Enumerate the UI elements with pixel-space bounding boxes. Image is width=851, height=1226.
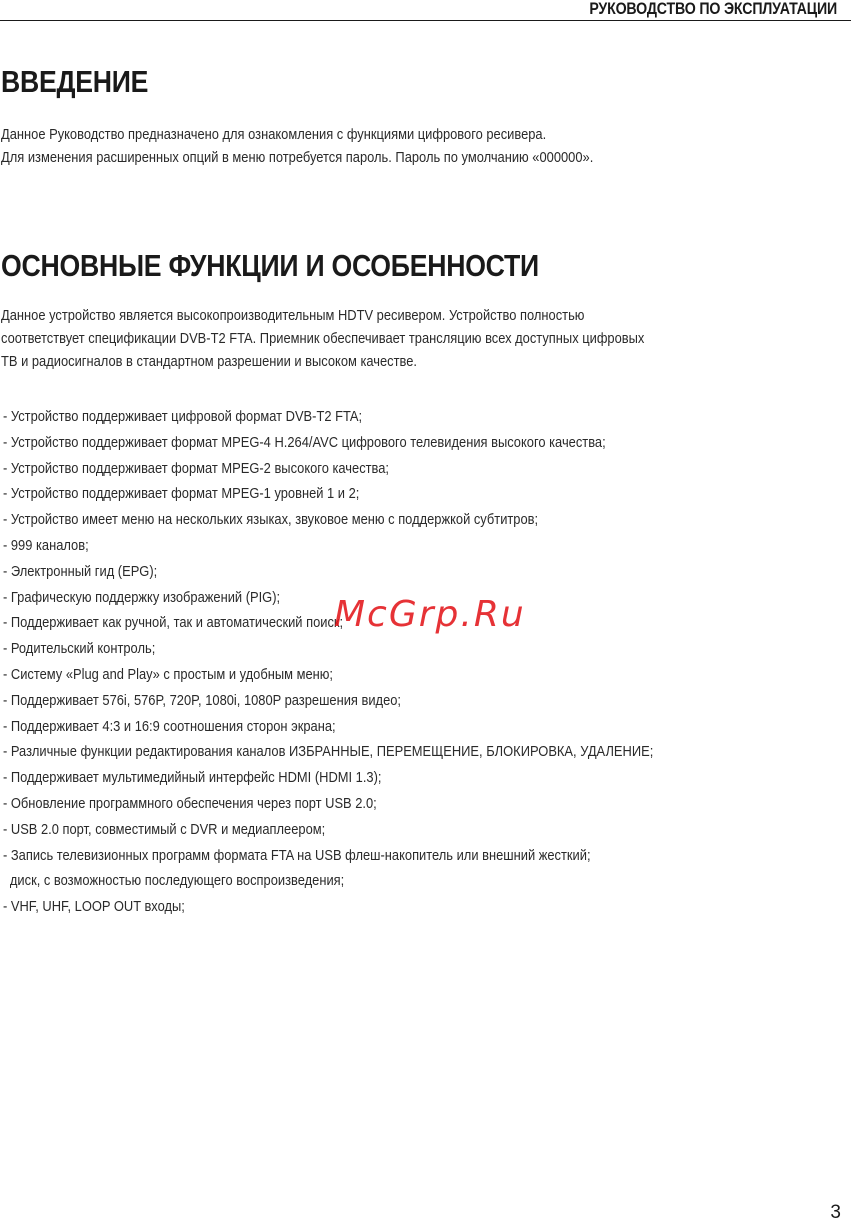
intro-heading: ВВЕДЕНИЕ: [1, 64, 149, 99]
feature-item: - Устройство поддерживает формат MPEG-1 уровней 1 и 2;: [3, 485, 360, 503]
feature-item: - Устройство имеет меню на нескольких языках, звуковое меню с поддержкой субтитров;: [3, 511, 539, 529]
feature-item: - Поддерживает 576i, 576P, 720P, 1080i, 1080P разрешения видео;: [3, 691, 402, 709]
features-paragraph: [1, 304, 644, 373]
intro-paragraph: [1, 123, 593, 169]
feature-item: - Поддерживает 4:3 и 16:9 соотношения сторон экрана;: [3, 717, 336, 735]
feature-item: - Запись телевизионных программ формата FTA на USB флеш-накопитель или внешний жесткий;: [3, 846, 591, 864]
feature-item: - Поддерживает мультимедийный интерфейс HDMI (HDMI 1.3);: [3, 769, 382, 787]
feature-list: [3, 404, 653, 920]
feature-item: - Родительский контроль;: [3, 640, 156, 658]
feature-item: - USB 2.0 порт, совместимый с DVR и медиаплеером;: [3, 820, 326, 838]
features-line: соответствует спецификации DVB-T2 FTA. Приемник обеспечивает трансляцию всех доступных цифровых: [1, 330, 645, 347]
feature-item: - VHF, UHF, LOOP OUT входы;: [3, 898, 185, 916]
feature-item: - Обновление программного обеспечения через порт USB 2.0;: [3, 794, 377, 812]
features-heading: ОСНОВНЫЕ ФУНКЦИИ И ОСОБЕННОСТИ: [1, 248, 539, 283]
feature-item: - Поддерживает как ручной, так и автоматический поиск;: [3, 614, 344, 632]
feature-item-continuation: диск, с возможностью последующего воспроизведения;: [9, 872, 345, 890]
feature-item: - 999 каналов;: [3, 536, 89, 554]
header-divider: [0, 20, 851, 21]
feature-item: - Электронный гид (EPG);: [3, 562, 158, 580]
header-title: РУКОВОДСТВО ПО ЭКСПЛУАТАЦИИ: [589, 0, 837, 18]
page-number: 3: [830, 1202, 841, 1223]
watermark-logo: McGrp.Ru: [334, 594, 526, 635]
feature-item: - Различные функции редактирования каналов ИЗБРАННЫЕ, ПЕРЕМЕЩЕНИЕ, БЛОКИРОВКА, УДАЛЕНИЕ;: [3, 743, 654, 761]
feature-item: - Графическую поддержку изображений (PIG);: [3, 588, 281, 606]
feature-item: - Систему «Plug and Play» с простым и удобным меню;: [3, 665, 334, 683]
feature-item: - Устройство поддерживает цифровой формат DVB-T2 FTA;: [3, 408, 363, 425]
intro-line: Для изменения расширенных опций в меню потребуется пароль. Пароль по умолчанию «000000».: [1, 149, 594, 166]
feature-item: - Устройство поддерживает формат MPEG-2 высокого качества;: [3, 459, 390, 477]
intro-line: Данное Руководство предназначено для ознакомления с функциями цифрового ресивера.: [1, 126, 547, 143]
features-line: Данное устройство является высокопроизводительным HDTV ресивером. Устройство полностью: [1, 307, 585, 324]
feature-item: - Устройство поддерживает формат MPEG-4 H.264/AVC цифрового телевидения высокого качества;: [3, 433, 606, 451]
features-line: ТВ и радиосигналов в стандартном разрешении и высоком качестве.: [1, 353, 418, 370]
